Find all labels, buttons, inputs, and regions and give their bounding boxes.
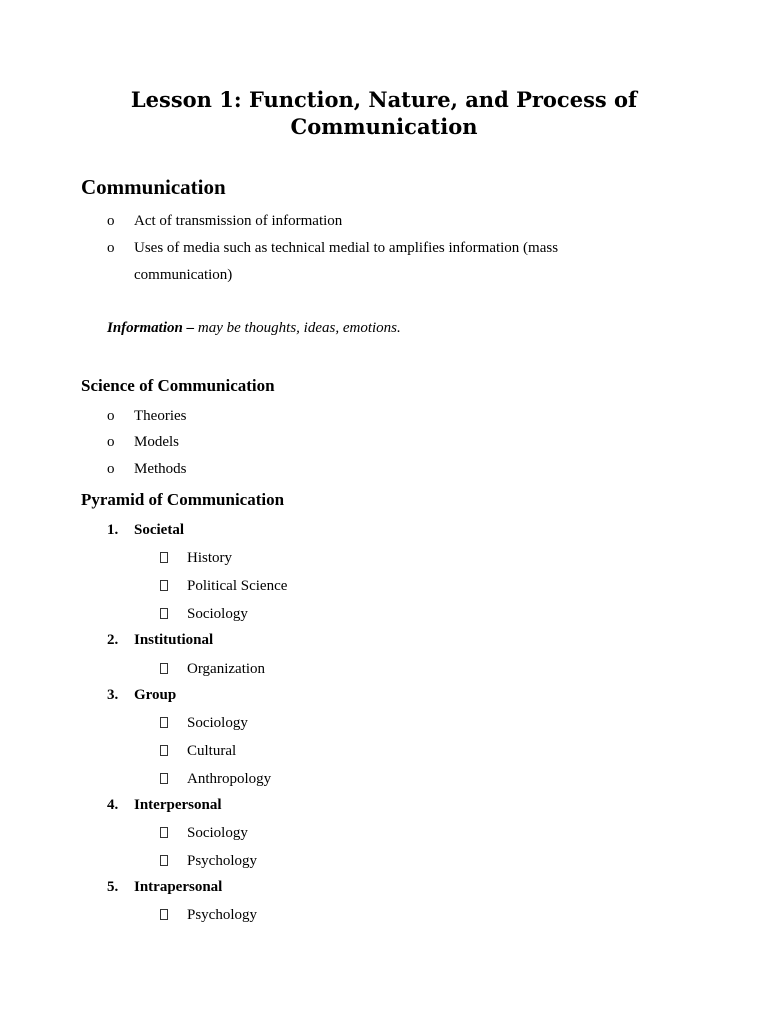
checkbox-icon bbox=[160, 827, 168, 838]
information-text: may be thoughts, ideas, emotions. bbox=[194, 320, 401, 336]
science-heading: Science of Communication bbox=[81, 376, 275, 395]
level-number: 4. bbox=[107, 797, 119, 813]
checkbox-icon bbox=[160, 663, 168, 674]
level-item: Cultural bbox=[187, 743, 237, 759]
level-label-institutional: Institutional bbox=[134, 632, 214, 648]
title-line-1: Lesson 1: Function, Nature, and Process of bbox=[130, 87, 638, 112]
science-bullet-methods: Methods bbox=[134, 461, 187, 477]
bullet-o-marker: o bbox=[107, 434, 115, 450]
checkbox-icon bbox=[160, 773, 168, 784]
title-line-2: Communication bbox=[290, 114, 478, 139]
page-title bbox=[0, 86, 768, 140]
checkbox-icon bbox=[160, 580, 168, 591]
checkbox-icon bbox=[160, 608, 168, 619]
bullet-o-marker: o bbox=[107, 240, 115, 256]
level-label-intrapersonal: Intrapersonal bbox=[134, 879, 223, 895]
level-item: Psychology bbox=[187, 907, 258, 923]
checkbox-icon bbox=[160, 552, 168, 563]
level-number: 2. bbox=[107, 632, 119, 648]
checkbox-icon bbox=[160, 745, 168, 756]
level-label-group: Group bbox=[134, 687, 177, 703]
checkbox-icon bbox=[160, 855, 168, 866]
pyramid-heading: Pyramid of Communication bbox=[81, 490, 285, 509]
level-item: Psychology bbox=[187, 853, 258, 869]
level-item: Sociology bbox=[187, 606, 248, 622]
science-bullet-models: Models bbox=[134, 434, 179, 450]
level-label-interpersonal: Interpersonal bbox=[134, 797, 222, 813]
level-number: 5. bbox=[107, 879, 119, 895]
level-item: Political Science bbox=[187, 578, 288, 594]
bullet-o-marker: o bbox=[107, 213, 115, 229]
communication-heading: Communication bbox=[81, 175, 226, 199]
bullet-o-marker: o bbox=[107, 408, 115, 424]
level-item: Sociology bbox=[187, 825, 248, 841]
level-number: 3. bbox=[107, 687, 119, 703]
checkbox-icon bbox=[160, 717, 168, 728]
level-number: 1. bbox=[107, 522, 119, 538]
information-term: Information – bbox=[107, 320, 195, 336]
communication-bullet-2-continuation: communication) bbox=[134, 267, 233, 283]
information-definition bbox=[107, 318, 401, 338]
level-item: History bbox=[187, 550, 232, 566]
level-item: Sociology bbox=[187, 715, 248, 731]
bullet-o-marker: o bbox=[107, 461, 115, 477]
level-item: Organization bbox=[187, 661, 266, 677]
science-bullet-theories: Theories bbox=[134, 408, 187, 424]
communication-bullet-2: Uses of media such as technical medial to amplifies information (mass bbox=[134, 240, 559, 256]
checkbox-icon bbox=[160, 909, 168, 920]
level-label-societal: Societal bbox=[134, 522, 184, 538]
level-item: Anthropology bbox=[187, 771, 272, 787]
communication-bullet-1: Act of transmission of information bbox=[134, 213, 343, 229]
